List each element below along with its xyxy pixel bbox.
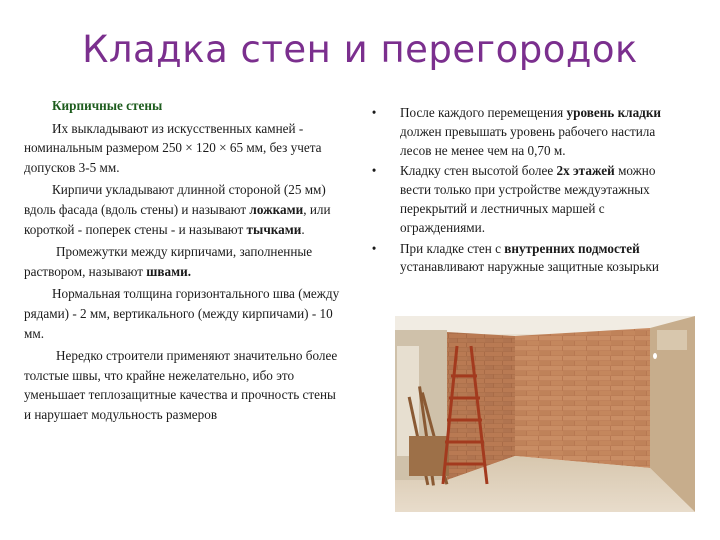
term-tychki: тычками xyxy=(246,221,302,237)
bullet-icon: • xyxy=(371,105,377,120)
term-floors: 2х этажей xyxy=(556,163,615,179)
brick-room-photo xyxy=(395,316,695,512)
text-run: . xyxy=(301,221,305,237)
bullet-item-scaffold xyxy=(368,240,686,278)
text-run: , или короткой - поперек стены - и называют xyxy=(24,201,331,237)
term-level: уровень кладки xyxy=(566,105,662,120)
paragraph-laying xyxy=(24,180,346,239)
text-run: можно вести только при устройстве междуэтажных перекрытий и лестничных маршей с ограждениями. xyxy=(400,163,656,235)
text-run: После каждого перемещения xyxy=(400,105,567,120)
paragraph-joint-thickness: Нормальная толщина горизонтального шва (между рядами) - 2 мм, вертикального (между кирпичами) - 10 мм. xyxy=(24,286,340,341)
bullet-icon: • xyxy=(371,163,377,179)
paragraph-thick-joints: Нередко строители применяют значительно более толстые швы, что крайне нежелательно, ибо это уменьшает теплозащитные качества и прочность стены и нарушает модульность размеров xyxy=(24,348,338,422)
section-subheading: Кирпичные стены xyxy=(52,98,163,113)
paragraph-joints xyxy=(24,242,346,281)
term-lozhki: ложками xyxy=(249,201,304,217)
bullet-icon: • xyxy=(371,240,377,256)
text-run: должен превышать уровень рабочего настила лесов не менее чем на 0,70 м. xyxy=(400,123,656,158)
text-run: Кирпичи укладывают длинной стороной (25 мм) вдоль фасада (вдоль стены) и называют xyxy=(24,182,326,217)
term-shvy: швами. xyxy=(146,263,192,279)
bullet-item-level xyxy=(368,104,686,160)
right-bullet-list xyxy=(368,104,686,277)
paragraph-brick-size: Их выкладывают из искусственных камней - номинальным размером 250 × 120 × 65 мм, без учета допусков 3-5 мм. xyxy=(24,120,322,175)
text-run: При кладке стен с xyxy=(400,240,505,256)
text-run: Промежутки между кирпичами, заполненные раствором, называют xyxy=(24,244,313,279)
slide-title: Кладка стен и перегородок xyxy=(82,28,638,71)
text-run: устанавливают наружные защитные козырьки xyxy=(400,259,659,275)
room-illustration xyxy=(395,316,695,512)
bullet-item-floors xyxy=(368,162,686,237)
text-run: Кладку стен высотой более xyxy=(400,163,557,179)
term-scaffold: внутренних подмостей xyxy=(504,240,640,256)
left-text-column xyxy=(24,96,346,428)
